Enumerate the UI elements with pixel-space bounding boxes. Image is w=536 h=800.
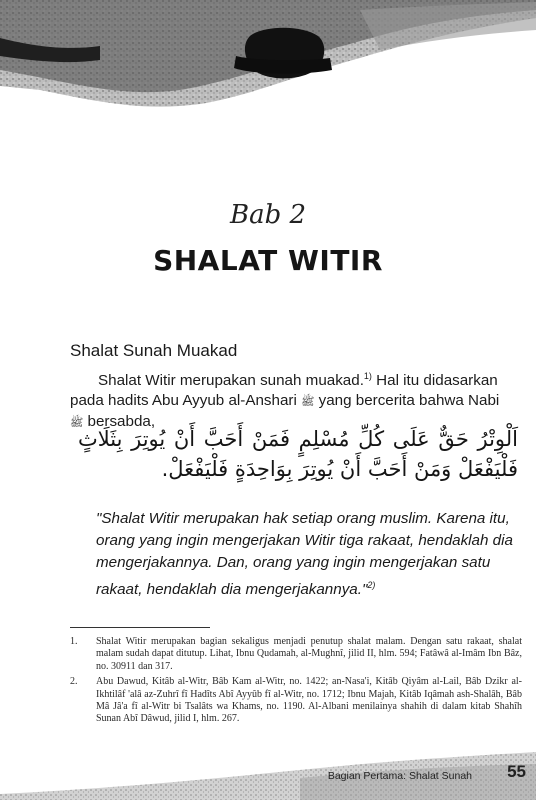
footnote-number: 2.: [70, 676, 78, 688]
body-paragraph: [70, 366, 504, 433]
footnote-2: [70, 676, 522, 726]
chapter-label: Bab 2: [229, 200, 307, 230]
salawat-glyph-2: ﷺ: [70, 416, 84, 430]
salawat-glyph: ﷺ: [301, 395, 315, 409]
footnote-text: Abu Dawud, Kitâb al-Witr, Bâb Kam al-Witr, no. 1422; an-Nasa'i, Kitâb Qiyâm al-Lail, Bâb Dzikr al-Ikhtilâf 'alâ az-Zuhrî fî Hadîts Abî Ayyûb fî al-Witr, no. 1712; Ibnu Majah, Kitâb Iqâmah ash-Shalâh, Bâb Mâ Jâ'a fî al-Witr bi Tsalâts wa Khams, no. 1190. Al-Albani menilainya shahih di dalam kitab Shahîh Sunan Abî Dâwud, jilid I, hlm. 267.: [96, 676, 522, 725]
para-mid2: yang bercerita bahwa Nabi: [314, 392, 500, 410]
translation-text: "Shalat Witir merupakan hak setiap orang muslim. Karena itu, orang yang ingin mengerjakan Witir tiga rakaat, hendaklah dia mengerjakannya. Dan, orang yang ingin mengerjakan satu rakaat, hendaklah dia mengerjakannya.": [96, 510, 513, 599]
footnote-ref-1: 1): [363, 371, 372, 381]
chapter-title: SHALAT WITIR: [153, 244, 383, 277]
footnote-ref-2: 2): [367, 580, 376, 590]
footnotes: [70, 636, 522, 729]
para-mid: Hal itu didasarkan pada hadits Abu Ayyub al-Anshari: [70, 372, 498, 410]
running-title: Bagian Pertama: Shalat Sunah: [327, 770, 472, 782]
arabic-hadith: اَلْوِتْرُ حَقٌّ عَلَى كُلِّ مُسْلِمٍ فَمَنْ أَحَبَّ أَنْ يُوتِرَ بِثَلَاثٍ فَلْيَفْعَلْ وَمَنْ أَحَبَّ أَنْ يُوتِرَ بِوَاحِدَةٍ فَلْيَفْعَلْ.: [78, 427, 518, 481]
para-end: bersabda,: [83, 413, 156, 431]
hadith-translation: [96, 508, 526, 601]
footnote-number: 1.: [70, 636, 78, 647]
footnote-1: [70, 636, 522, 673]
page-number: 55: [507, 762, 526, 781]
header-decoration: [0, 0, 536, 150]
section-heading: Shalat Sunah Muakad: [70, 341, 238, 360]
footnote-text: Shalat Witir merupakan bagian sekaligus menjadi penutup shalat malam. Dengan satu rakaat, shalat malam sudah dapat ditutup. Lihat, Ibnu Qudamah, al-Mughnî, jilid II, hlm. 594; Fatâwâ al-Imâm Ibn Bâz, no. 30911 dan 317.: [96, 636, 522, 672]
para-start: Shalat Witir merupakan sunah muakad.: [98, 372, 364, 390]
footnote-divider: [70, 627, 210, 628]
